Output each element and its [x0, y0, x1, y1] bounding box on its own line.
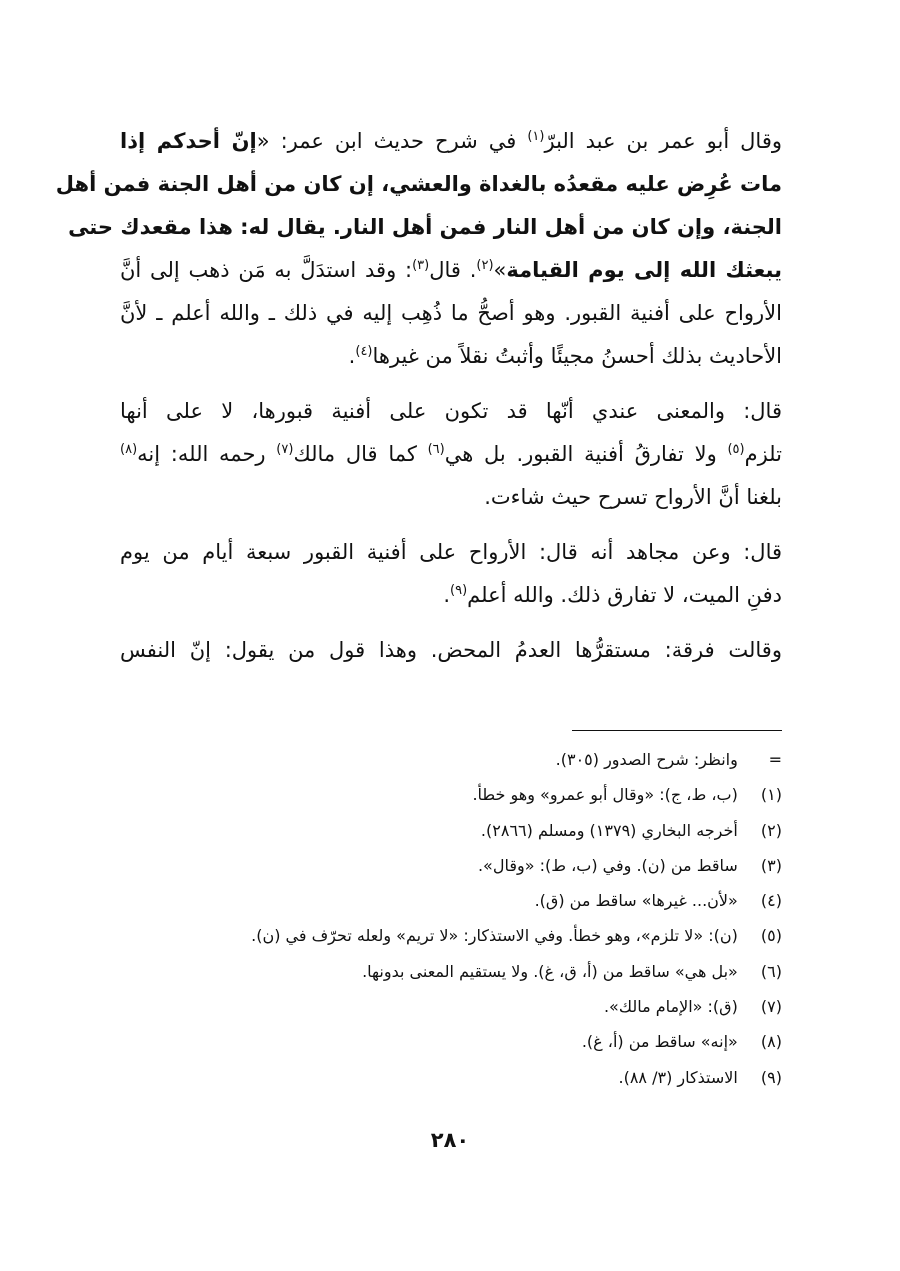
main-text [55, 120, 782, 672]
footnote-item: (٩) الاستذكار (٣/ ٨٨). [618, 1067, 782, 1087]
footnote-ref[interactable]: (٢) [476, 258, 494, 273]
footnote-item: (٨) «إنه» ساقط من (أ، غ). [581, 1032, 782, 1052]
paragraph-3 [120, 531, 782, 617]
text-line: وقال أبو عمر بن عبد البرّ$^{(١)}$ في شرح حديث ابن عمر: «إنّ أحدكم إذا [120, 129, 782, 153]
footnote-ref[interactable]: (١) [527, 129, 545, 144]
footnote-separator [572, 730, 782, 731]
footnote-ref[interactable]: (٤) [355, 344, 373, 359]
footnotes [120, 742, 782, 1095]
footnote-item: (٢) أخرجه البخاري (١٣٧٩) ومسلم (٢٨٦٦). [480, 820, 782, 840]
text-line: الأرواح على أفنية القبور. وهو أصحُّ ما ذُهِب إليه في ذلك ـ والله أعلم ـ لأنَّ [120, 301, 782, 325]
text-line: الأحاديث بذلك أحسنُ مجيئًا وأثبتُ نقلاً من غيرها$^{(٤)}$. [348, 344, 782, 368]
footnote-item: (٤) «لأن... غيرها» ساقط من (ق). [534, 891, 782, 911]
footnote-item: = وانظر: شرح الصدور (٣٠٥). [555, 750, 782, 769]
footnote-ref[interactable]: (٨) [120, 442, 138, 457]
text-line: وقالت فرقة: مستقرُّها العدمُ المحض. وهذا قول من يقول: إنّ النفس [120, 638, 782, 662]
paragraph-4 [120, 629, 782, 672]
text-line: تلزم$^{(٥)}$ ولا تفارقُ أفنية القبور. بل هي$^{(٦)}$ كما قال مالك$^{(٧)}$ رحمه الله: إنه$^{(٨)}$ [120, 442, 782, 466]
footnote-ref[interactable]: (٦) [427, 442, 445, 457]
text-line: دفنِ الميت، لا تفارق ذلك. والله أعلم$^{(٩)}$. [443, 583, 782, 607]
text-line: قال: والمعنى عندي أنّها قد تكون على أفنية قبورها، لا على أنها [120, 399, 782, 423]
footnote-item: (١) (ب، ط، ج): «وقال أبو عمرو» وهو خطأ. [472, 785, 782, 805]
text-line: بلغنا أنَّ الأرواح تسرح حيث شاءت. [484, 485, 782, 509]
footnote-item: (٦) «بل هي» ساقط من (أ، ق، غ). ولا يستقيم المعنى بدونها. [362, 961, 782, 981]
paragraph-1 [55, 120, 782, 378]
footnote-ref[interactable]: (٥) [727, 442, 745, 457]
footnote-ref[interactable]: (٩) [450, 583, 468, 598]
paragraph-2 [120, 390, 782, 519]
text-line: مات عُرِض عليه مقعدُه بالغداة والعشي، إن كان من أهل الجنة فمن أهل [55, 172, 782, 196]
footnote-item: (٥) (ن): «لا تلزم»، وهو خطأ. وفي الاستذكار: «لا تريم» ولعله تحرّف في (ن). [251, 926, 782, 946]
text-line: يبعثك الله إلى يوم القيامة»$^{(٢)}$. قال$^{(٣)}$: وقد استدَلَّ به مَن ذهب إلى أنَّ [120, 258, 782, 282]
footnote-ref[interactable]: (٧) [276, 442, 294, 457]
page-number: ٢٨٠ [430, 1128, 470, 1152]
text-line: الجنة، وإن كان من أهل النار فمن أهل النار. يقال له: هذا مقعدك حتى [68, 215, 782, 239]
footnote-item: (٣) ساقط من (ن). وفي (ب، ط): «وقال». [477, 855, 782, 875]
footnote-ref[interactable]: (٣) [412, 258, 430, 273]
text-line: قال: وعن مجاهد أنه قال: الأرواح على أفنية القبور سبعة أيام من يوم [120, 540, 782, 564]
footnote-item: (٧) (ق): «الإمام مالك». [603, 997, 782, 1017]
